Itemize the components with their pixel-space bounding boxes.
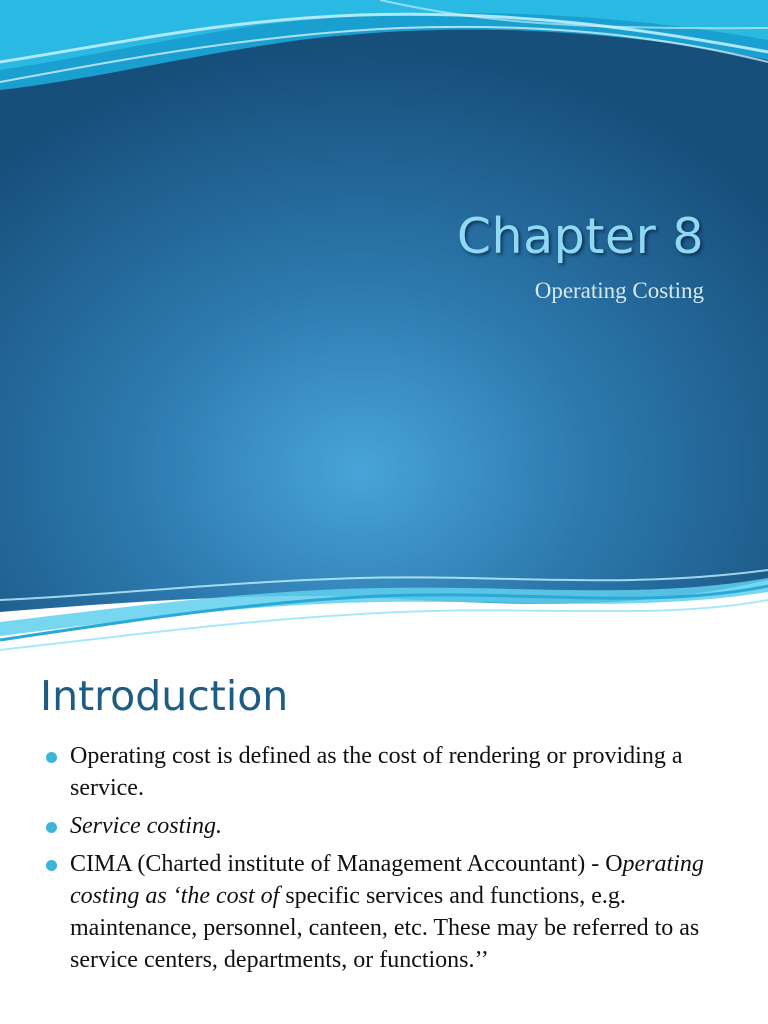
list-item (44, 740, 744, 804)
bullet-text: Operating cost is defined as the cost of rendering or providing a service. (70, 743, 683, 801)
slide-heading: Introduction (40, 672, 289, 720)
bullet-dot-icon (46, 822, 57, 833)
bullet-dot-icon (46, 860, 57, 871)
slide-title: Chapter 8 (456, 208, 704, 265)
list-item (44, 848, 744, 976)
bullet-text-part: specific services and functions, e.g. maintenance, personnel, canteen, etc. These may be referred to as service centers, departments, or functions.’’ (70, 883, 700, 973)
bullet-dot-icon (46, 752, 57, 763)
bullet-text-part: CIMA (Charted institute of Management Accountant) - O (70, 851, 623, 877)
introduction-slide (0, 660, 768, 1024)
slide-subtitle: Operating Costing (534, 278, 704, 303)
bullet-list (44, 740, 744, 982)
bullet-text: Service costing. (70, 813, 222, 839)
bullet-text-italic: perating costing as ‘the cost of (70, 851, 704, 909)
list-item (44, 810, 744, 842)
